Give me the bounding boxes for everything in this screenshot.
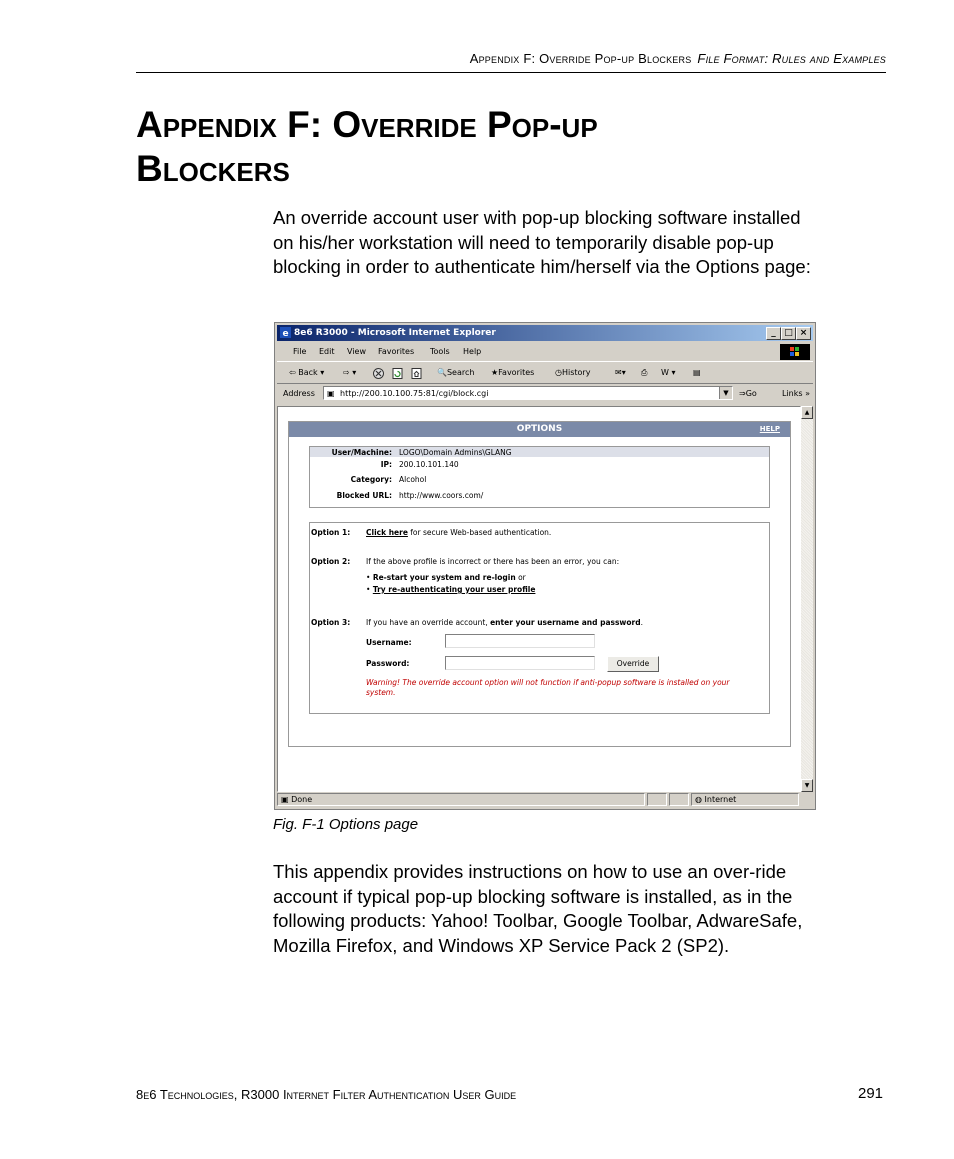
window-title: 8e6 R3000 - Microsoft Internet Explorer: [294, 328, 496, 338]
refresh-button[interactable]: [392, 368, 403, 379]
scroll-down-icon[interactable]: ▼: [801, 779, 813, 792]
svg-text:e: e: [282, 329, 289, 338]
status-bar: [277, 793, 813, 807]
back-arrow-icon: ⇦: [289, 368, 296, 377]
options-heading-bar: [289, 422, 790, 437]
username-label: Username:: [366, 638, 412, 647]
windows-logo-icon: [780, 344, 810, 360]
minimize-button[interactable]: _: [766, 327, 781, 340]
history-icon: ◷: [555, 368, 562, 377]
header-section: File Format: Rules and Examples: [697, 51, 886, 66]
option-1-description: for secure Web-based authentication.: [407, 528, 552, 537]
page-done-icon: ▣: [281, 795, 289, 804]
status-cell: [277, 793, 645, 806]
browser-screenshot: [274, 322, 816, 810]
status-text: Done: [291, 795, 313, 804]
menu-view[interactable]: View: [347, 347, 366, 356]
intro-paragraph: An override account user with pop-up blocking software installed on his/her workstation will need to temporarily disable pop-up blocking in order to authenticate him/herself via the Options page:: [273, 207, 811, 277]
user-machine-value: LOGO\Domain Admins\GLANG: [399, 448, 512, 457]
header-rule: [136, 72, 886, 73]
options-heading: OPTIONS: [516, 424, 563, 434]
history-button[interactable]: [555, 368, 590, 377]
restart-or: or: [515, 573, 526, 582]
password-label: Password:: [366, 659, 410, 668]
address-url: http://200.10.100.75:81/cgi/block.cgi: [340, 389, 489, 398]
override-warning: Warning! The override account option will not function if anti-popup software is installed on your system.: [366, 678, 730, 697]
address-dropdown-icon[interactable]: ▼: [719, 387, 732, 399]
search-label: Search: [446, 368, 475, 377]
category-value: Alcohol: [399, 475, 427, 484]
home-button[interactable]: [411, 368, 422, 379]
blocked-url-value: http://www.coors.com/: [399, 491, 484, 500]
search-icon: 🔍: [437, 368, 447, 377]
zone-text: Internet: [704, 795, 737, 804]
option-2-label: Option 2:: [311, 557, 351, 566]
help-link[interactable]: HELP: [759, 425, 780, 433]
page-title: [136, 103, 856, 191]
option-1-text: [366, 528, 551, 537]
favorites-icon: ★: [491, 368, 499, 377]
status-cell-empty-2: [669, 793, 689, 806]
address-input[interactable]: [323, 386, 733, 400]
ip-value: 200.10.101.140: [399, 460, 459, 469]
history-label: History: [561, 368, 591, 377]
forward-arrow-icon: ⇨ ▾: [343, 368, 357, 377]
page-number: 291: [858, 1085, 884, 1102]
menu-edit[interactable]: Edit: [319, 347, 335, 356]
blocked-url-label: Blocked URL:: [336, 491, 392, 500]
forward-button[interactable]: [343, 368, 356, 377]
favorites-button[interactable]: [491, 368, 534, 377]
standard-toolbar: [277, 363, 813, 384]
refresh-icon: [392, 368, 403, 379]
status-cell-empty-1: [647, 793, 667, 806]
second-paragraph: This appendix provides instructions on how to use an over-ride account if typical pop-up blocking software is installed, as in the following products: Yahoo! Toolbar, Google Toolbar, AdwareSafe, Mozilla Firefox, and Windows XP Service Pack 2 (SP2).: [273, 861, 803, 956]
menu-file[interactable]: File: [293, 347, 307, 356]
mail-button[interactable]: [615, 368, 626, 377]
footer-title: 8e6 Technologies, R3000 Internet Filter Authentication User Guide: [136, 1087, 517, 1102]
print-icon: ⎙: [641, 368, 648, 377]
option-3-text: [366, 618, 643, 627]
scroll-up-icon[interactable]: ▲: [801, 406, 813, 419]
back-label: Back: [298, 368, 318, 377]
go-button[interactable]: [739, 389, 757, 398]
close-button[interactable]: ×: [796, 327, 811, 340]
stop-icon: [373, 368, 384, 379]
address-bar: [277, 385, 813, 403]
option-3-text-a: If you have an override account,: [366, 618, 491, 627]
menu-favorites[interactable]: Favorites: [378, 347, 415, 356]
options-box: [309, 522, 770, 714]
title-line-1: Appendix F: Override Pop-up: [136, 104, 598, 145]
browser-viewport: [277, 406, 801, 792]
go-label: Go: [745, 389, 757, 398]
home-icon: [411, 368, 422, 379]
user-machine-label: User/Machine:: [331, 448, 392, 457]
reauthenticate-link[interactable]: Try re-authenticating your user profile: [372, 585, 536, 594]
globe-icon: ◍: [695, 795, 702, 804]
internet-explorer-icon: [280, 327, 291, 338]
vertical-scrollbar[interactable]: [801, 406, 813, 792]
links-button[interactable]: Links »: [782, 389, 810, 398]
option-2-bullet-2: • Try re-authenticating your user profile: [366, 585, 536, 594]
category-label: Category:: [350, 475, 392, 484]
edit-button[interactable]: [661, 368, 675, 377]
header-chapter: Appendix F: Override Pop-up Blockers: [469, 51, 692, 66]
back-button[interactable]: ⇦ Back ▾: [289, 368, 325, 377]
discuss-button[interactable]: [693, 368, 701, 377]
click-here-link[interactable]: Click here: [366, 528, 408, 537]
options-page: [288, 421, 791, 747]
links-label: Links: [782, 389, 803, 398]
menu-bar: [277, 343, 813, 362]
menu-tools[interactable]: Tools: [430, 347, 450, 356]
menu-help[interactable]: Help: [463, 347, 482, 356]
print-button[interactable]: [641, 368, 647, 378]
override-button[interactable]: Override: [607, 656, 659, 672]
profile-info-box: [309, 446, 770, 508]
username-input[interactable]: [445, 634, 595, 648]
word-icon: W ▾: [661, 368, 676, 377]
option-3-text-c: .: [640, 618, 643, 627]
search-button[interactable]: [437, 368, 474, 377]
discuss-icon: ▤: [693, 368, 701, 377]
window-titlebar: [277, 325, 813, 341]
zone-cell: [691, 793, 799, 806]
ip-label: IP:: [380, 460, 392, 469]
stop-button[interactable]: [373, 368, 384, 379]
address-label: Address: [283, 389, 315, 398]
go-arrow-icon: ⇒: [739, 389, 746, 398]
favorites-label: Favorites: [498, 368, 535, 377]
mail-icon: ✉▾: [615, 368, 626, 377]
page-icon: ▣: [327, 389, 335, 398]
maximize-button[interactable]: □: [781, 327, 796, 340]
password-input[interactable]: [445, 656, 595, 670]
option-3-label: Option 3:: [311, 618, 351, 627]
figure-caption: Fig. F-1 Options page: [273, 816, 419, 833]
option-3-text-b: enter your username and password: [490, 618, 641, 627]
restart-text: Re-start your system and re-login: [372, 573, 516, 582]
option-2-text: If the above profile is incorrect or there has been an error, you can:: [366, 557, 620, 566]
title-line-2: Blockers: [136, 148, 290, 189]
option-1-label: Option 1:: [311, 528, 351, 537]
running-header: [136, 50, 886, 68]
option-2-bullet-1: • Re-start your system and re-login or: [366, 573, 526, 582]
